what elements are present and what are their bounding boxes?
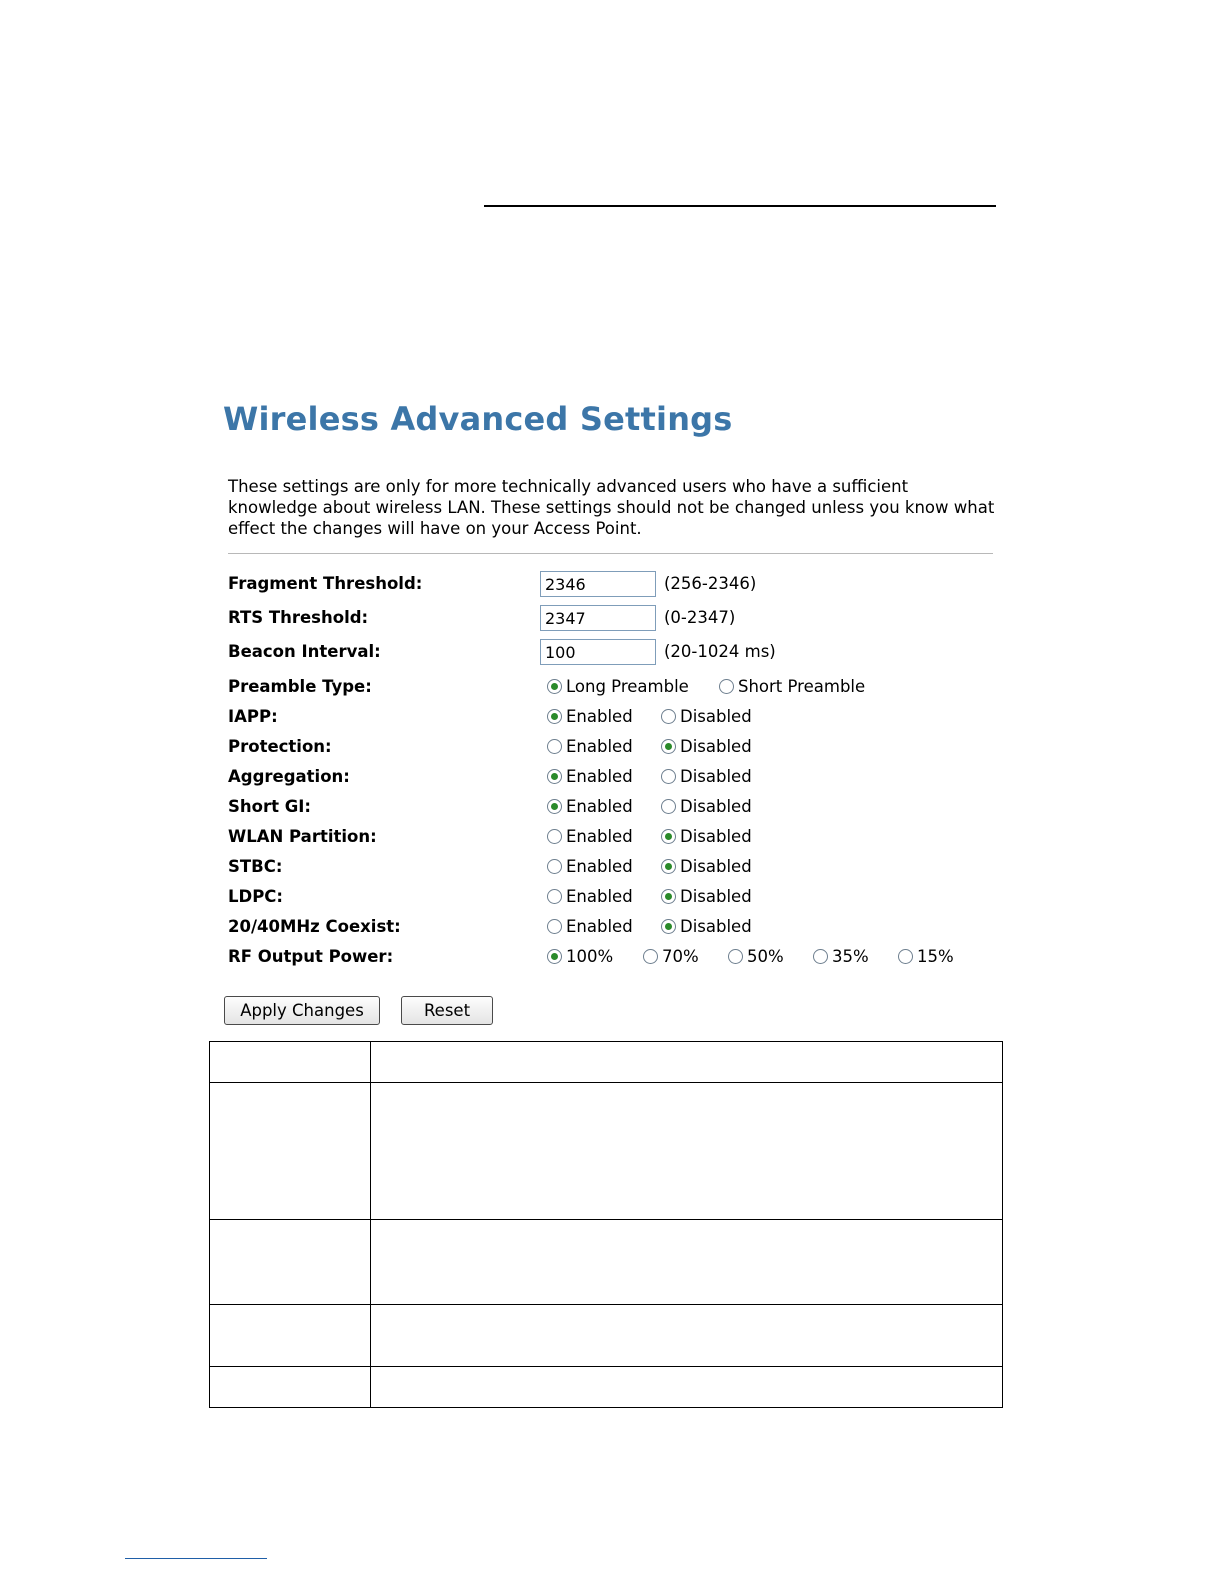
preamble-option-long[interactable] (547, 677, 689, 696)
option-label: Enabled (566, 857, 633, 876)
toggle-label: 20/40MHz Coexist: (228, 917, 401, 936)
option-label: 70% (662, 947, 699, 966)
table-cell (371, 1367, 1003, 1408)
radio-icon (547, 709, 562, 724)
preamble-option-short[interactable] (719, 677, 865, 696)
radio-icon (661, 739, 676, 754)
table-cell (210, 1367, 371, 1408)
disabled-option[interactable] (661, 767, 752, 786)
rts-threshold-input[interactable] (540, 605, 656, 631)
beacon-interval-input[interactable] (540, 639, 656, 665)
option-label: Disabled (680, 797, 752, 816)
option-label: Disabled (680, 767, 752, 786)
rts-threshold-range: (0-2347) (664, 608, 736, 627)
radio-icon (813, 949, 828, 964)
option-label: Long Preamble (566, 677, 689, 696)
radio-icon (661, 919, 676, 934)
enabled-option[interactable] (547, 827, 633, 846)
radio-icon (661, 829, 676, 844)
reset-button[interactable]: Reset (401, 996, 493, 1025)
rf-power-option-70[interactable] (643, 947, 699, 966)
option-label: Short Preamble (738, 677, 866, 696)
radio-icon (661, 799, 676, 814)
preamble-row (228, 674, 1008, 702)
apply-changes-button[interactable]: Apply Changes (224, 996, 380, 1025)
rf-power-option-15[interactable] (898, 947, 954, 966)
preamble-label: Preamble Type: (228, 677, 372, 696)
table-cell (210, 1305, 371, 1367)
toggle-row-coexist (228, 914, 1008, 942)
option-label: 100% (566, 947, 614, 966)
table-cell (210, 1042, 371, 1083)
option-label: Disabled (680, 827, 752, 846)
radio-icon (547, 769, 562, 784)
radio-icon (547, 799, 562, 814)
enabled-option[interactable] (547, 797, 633, 816)
disabled-option[interactable] (661, 707, 752, 726)
fragment-threshold-input[interactable] (540, 571, 656, 597)
table-cell (371, 1083, 1003, 1220)
option-label: Disabled (680, 887, 752, 906)
toggle-label: Protection: (228, 737, 332, 756)
table-cell (371, 1220, 1003, 1305)
enabled-option[interactable] (547, 887, 633, 906)
beacon-interval-row (228, 639, 1008, 667)
option-label: Enabled (566, 917, 633, 936)
option-label: 35% (832, 947, 869, 966)
disabled-option[interactable] (661, 917, 752, 936)
toggle-row-iapp (228, 704, 1008, 732)
toggle-row-stbc (228, 854, 1008, 882)
toggle-row-protection (228, 734, 1008, 762)
header-rule (484, 205, 996, 207)
radio-icon (547, 859, 562, 874)
radio-icon (643, 949, 658, 964)
option-label: Enabled (566, 707, 633, 726)
option-label: Disabled (680, 857, 752, 876)
radio-icon (719, 679, 734, 694)
toggle-label: IAPP: (228, 707, 278, 726)
table-row (210, 1042, 1003, 1083)
radio-icon (661, 769, 676, 784)
fragment-threshold-range: (256-2346) (664, 574, 757, 593)
radio-icon (898, 949, 913, 964)
beacon-interval-range: (20-1024 ms) (664, 642, 776, 661)
description-table (209, 1041, 1003, 1408)
toggle-label: Aggregation: (228, 767, 350, 786)
radio-icon (547, 829, 562, 844)
disabled-option[interactable] (661, 887, 752, 906)
toggle-label: Short GI: (228, 797, 312, 816)
table-row (210, 1367, 1003, 1408)
enabled-option[interactable] (547, 767, 633, 786)
option-label: Enabled (566, 827, 633, 846)
table-row (210, 1220, 1003, 1305)
intro-text: These settings are only for more technically advanced users who have a sufficient knowledge about wireless LAN. These settings should not be changed unless you know what effect the changes will have on your Access Point. (228, 477, 995, 538)
rts-threshold-label: RTS Threshold: (228, 608, 369, 627)
option-label: Disabled (680, 917, 752, 936)
option-label: Enabled (566, 797, 633, 816)
toggle-label: LDPC: (228, 887, 284, 906)
enabled-option[interactable] (547, 707, 633, 726)
rf-power-option-35[interactable] (813, 947, 869, 966)
page-title: Wireless Advanced Settings (223, 400, 733, 438)
beacon-interval-label: Beacon Interval: (228, 642, 381, 661)
rf-power-option-100[interactable] (547, 947, 613, 966)
enabled-option[interactable] (547, 857, 633, 876)
disabled-option[interactable] (661, 827, 752, 846)
radio-icon (661, 709, 676, 724)
table-cell (210, 1083, 371, 1220)
radio-icon (547, 949, 562, 964)
enabled-option[interactable] (547, 917, 633, 936)
rf-power-row (228, 944, 1008, 972)
table-cell (371, 1042, 1003, 1083)
toggle-label: STBC: (228, 857, 283, 876)
option-label: Disabled (680, 737, 752, 756)
radio-icon (547, 889, 562, 904)
disabled-option[interactable] (661, 797, 752, 816)
footer-link-underline (125, 1558, 267, 1559)
disabled-option[interactable] (661, 737, 752, 756)
fragment-threshold-label: Fragment Threshold: (228, 574, 423, 593)
radio-icon (547, 919, 562, 934)
radio-icon (661, 889, 676, 904)
toggle-label: WLAN Partition: (228, 827, 377, 846)
radio-icon (728, 949, 743, 964)
enabled-option[interactable] (547, 737, 633, 756)
toggle-row-ldpc (228, 884, 1008, 912)
rts-threshold-row (228, 605, 1008, 633)
table-cell (210, 1220, 371, 1305)
fragment-threshold-row (228, 571, 1008, 599)
table-row (210, 1083, 1003, 1220)
toggle-row-wlan-partition (228, 824, 1008, 852)
disabled-option[interactable] (661, 857, 752, 876)
option-label: Enabled (566, 767, 633, 786)
section-divider (228, 553, 993, 554)
option-label: Disabled (680, 707, 752, 726)
radio-icon (661, 859, 676, 874)
option-label: 15% (917, 947, 954, 966)
rf-power-option-50[interactable] (728, 947, 784, 966)
option-label: 50% (747, 947, 784, 966)
toggle-row-short-gi (228, 794, 1008, 822)
table-cell (371, 1305, 1003, 1367)
rf-power-label: RF Output Power: (228, 947, 394, 966)
radio-icon (547, 679, 562, 694)
radio-icon (547, 739, 562, 754)
option-label: Enabled (566, 887, 633, 906)
option-label: Enabled (566, 737, 633, 756)
toggle-row-aggregation (228, 764, 1008, 792)
table-row (210, 1305, 1003, 1367)
